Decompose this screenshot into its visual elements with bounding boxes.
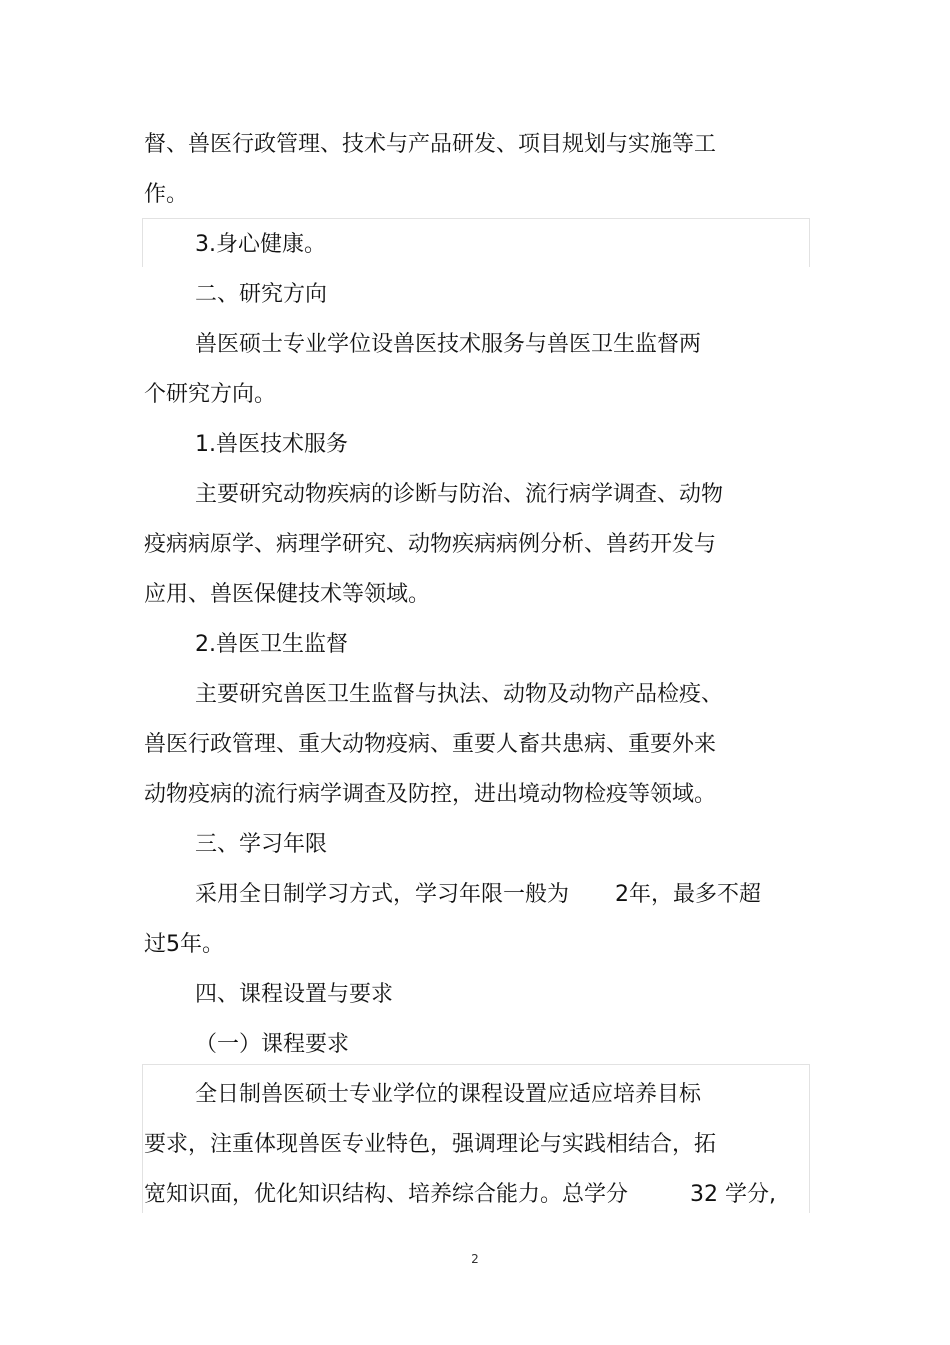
page-number: 2 <box>471 1252 479 1266</box>
paragraph-line: 个研究方向。 <box>144 382 277 407</box>
subsection-heading: 1.兽医技术服务 <box>195 432 348 457</box>
paragraph-line: 主要研究动物疾病的诊断与防治、流行病学调查、动物 <box>195 482 724 507</box>
list-item: 3.身心健康。 <box>195 232 326 257</box>
credits-value: 32 学分, <box>690 1182 776 1207</box>
study-years-text: 采用全日制学习方式，学习年限一般为 <box>195 882 570 907</box>
section-heading: 二、研究方向 <box>195 282 328 307</box>
paragraph-line <box>144 1181 776 1209</box>
paragraph-line: 兽医行政管理、重大动物疫病、重要人畜共患病、重要外来 <box>144 732 717 757</box>
paragraph-line: 动物疫病的流行病学调查及防控，进出境动物检疫等领域。 <box>144 782 717 807</box>
subsection-heading: 2.兽医卫生监督 <box>195 632 348 657</box>
section-heading: 三、学习年限 <box>195 832 328 857</box>
paragraph-line: 主要研究兽医卫生监督与执法、动物及动物产品检疫、 <box>195 682 724 707</box>
paragraph-line: 要求，注重体现兽医专业特色，强调理论与实践相结合，拓 <box>144 1132 717 1157</box>
paragraph-line <box>195 881 761 909</box>
section-heading: 四、课程设置与要求 <box>195 982 394 1007</box>
paragraph-line: 过5年。 <box>144 932 224 957</box>
paragraph-line: 作。 <box>144 182 189 207</box>
study-years-value: 2年，最多不超 <box>615 882 762 907</box>
subsection-heading: （一）课程要求 <box>195 1032 350 1057</box>
paragraph-line: 全日制兽医硕士专业学位的课程设置应适应培养目标 <box>195 1082 702 1107</box>
paragraph-line: 应用、兽医保健技术等领域。 <box>144 582 431 607</box>
paragraph-line: 疫病病原学、病理学研究、动物疾病病例分析、兽药开发与 <box>144 532 717 557</box>
credits-text: 宽知识面，优化知识结构、培养综合能力。总学分 <box>144 1182 629 1207</box>
paragraph-line: 兽医硕士专业学位设兽医技术服务与兽医卫生监督两 <box>195 332 702 357</box>
paragraph-line: 督、兽医行政管理、技术与产品研发、项目规划与实施等工 <box>144 132 717 157</box>
